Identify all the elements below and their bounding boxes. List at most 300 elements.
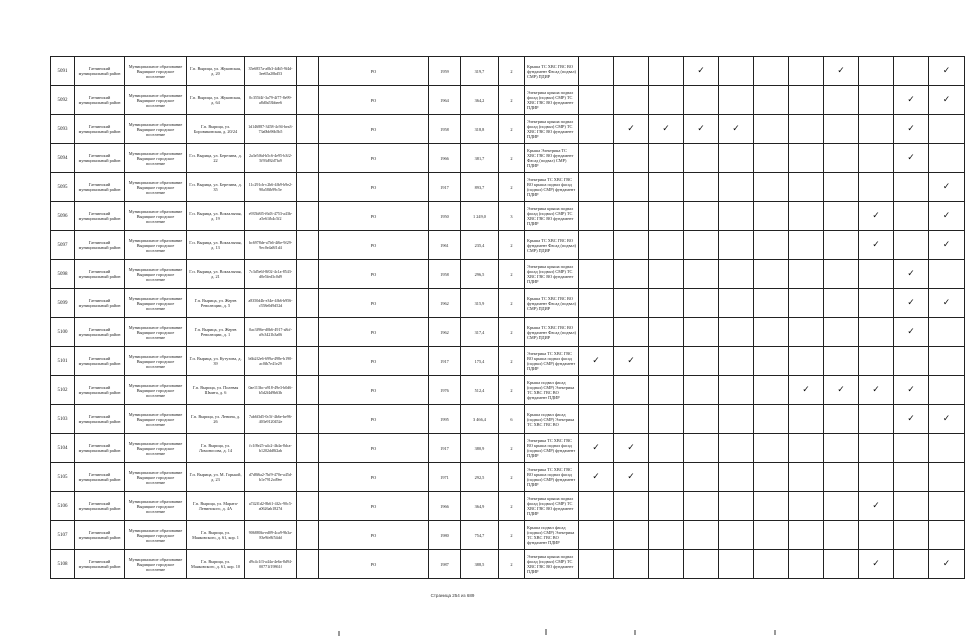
work-type-cell — [824, 550, 859, 579]
works-list-cell: Электрика крыша подвал фасад (подвал) СМР) ТС ХВС ГВС ВО фундамент ПДИР — [525, 550, 579, 579]
record-number-cell: 5105 — [51, 463, 75, 492]
build-year-cell: 1995 — [429, 405, 461, 434]
build-year-cell: 1950 — [429, 202, 461, 231]
work-type-cell — [579, 86, 614, 115]
works-list-cell: Крыша ТС ХВС ГВС ВО фундамент Фасад (подвал) СМР) ПДИР — [525, 318, 579, 347]
address-cell: Г.п. Вырица, ул. Вокзальная, д. 13 — [187, 231, 245, 260]
work-type-cell — [579, 347, 614, 376]
table-row — [51, 492, 965, 521]
work-type-cell — [929, 318, 965, 347]
checkmark-icon: ✓ — [872, 239, 880, 250]
empty-cell — [297, 492, 319, 521]
work-type-cell — [894, 231, 929, 260]
address-cell: Г.п. Вырица, ул. Маяковского, д. 61, кор. 1 — [187, 521, 245, 550]
work-type-cell — [614, 231, 649, 260]
table-row — [51, 318, 965, 347]
address-cell: Г.п. Вырица, ул. Марата-Ленинского, д. 4А — [187, 492, 245, 521]
housing-type-cell: РО — [319, 434, 429, 463]
checkmark-icon: ✓ — [907, 152, 915, 163]
scan-artifact — [338, 631, 340, 636]
fias-guid-cell: a742f1d2-8b61-4f2c-90c5-a0626ab1827d — [245, 492, 297, 521]
floor-count-cell: 6 — [499, 405, 525, 434]
work-type-cell — [614, 521, 649, 550]
work-type-cell — [719, 260, 754, 289]
total-area-cell: 512,4 — [461, 376, 499, 405]
record-number-cell: 5094 — [51, 144, 75, 173]
work-type-cell — [719, 57, 754, 86]
works-list-cell: Электрика ТС ХВС ГВС ВО крыша подвал фасад (подвал) СМР) фундамент ПДИР — [525, 434, 579, 463]
checkmark-icon: ✓ — [592, 471, 600, 482]
record-number-cell: 5093 — [51, 115, 75, 144]
work-type-cell — [859, 521, 894, 550]
record-number-cell: 5097 — [51, 231, 75, 260]
settlement-cell: Муниципальное образование Вырицкое городское поселение — [125, 202, 187, 231]
work-type-cell — [649, 376, 684, 405]
work-type-cell — [684, 376, 719, 405]
work-type-cell — [684, 144, 719, 173]
work-type-cell — [894, 86, 929, 115]
table-row — [51, 231, 965, 260]
fias-guid-cell: 7ab6f3d5-0c5f-4b6e-be96-403e9120452e — [245, 405, 297, 434]
housing-type-cell: РО — [319, 376, 429, 405]
works-list-cell: Электрика крыша подвал фасад (подвал) СМР) ТС ХВС ГВС ВО фундамент ПДИР — [525, 115, 579, 144]
work-type-cell — [579, 115, 614, 144]
floor-count-cell: 2 — [499, 550, 525, 579]
work-type-cell — [614, 57, 649, 86]
checkmark-icon: ✓ — [697, 65, 705, 76]
checkmark-icon: ✓ — [942, 65, 951, 76]
floor-count-cell: 2 — [499, 173, 525, 202]
checkmark-icon: ✓ — [662, 123, 670, 134]
checkmark-icon: ✓ — [802, 384, 810, 395]
total-area-cell: 318,8 — [461, 115, 499, 144]
settlement-cell: Муниципальное образование Вырицкое городское поселение — [125, 492, 187, 521]
work-type-cell — [824, 376, 859, 405]
work-type-cell — [579, 318, 614, 347]
work-type-cell — [684, 115, 719, 144]
works-list-cell: Электрика крыша подвал фасад (подвал) СМР) ТС ХВС ГВС ВО фундамент ПДИР — [525, 492, 579, 521]
municipal-district-cell: Гатчинский муниципальный район — [75, 434, 125, 463]
empty-cell — [297, 550, 319, 579]
checkmark-icon: ✓ — [872, 500, 880, 511]
scan-artifact — [634, 630, 636, 635]
municipal-district-cell: Гатчинский муниципальный район — [75, 521, 125, 550]
fias-guid-cell: d9c4c1f3-a44a-4e6a-8d94-00771f19861f — [245, 550, 297, 579]
register-table — [50, 56, 965, 579]
municipal-district-cell: Гатчинский муниципальный район — [75, 318, 125, 347]
work-type-cell — [929, 115, 965, 144]
record-number-cell: 5107 — [51, 521, 75, 550]
work-type-cell — [789, 202, 824, 231]
address-cell: Г.п. Вырица, ул. Ломоносова, д. 14 — [187, 434, 245, 463]
work-type-cell — [789, 57, 824, 86]
work-type-cell — [754, 260, 789, 289]
work-type-cell — [789, 405, 824, 434]
work-type-cell — [859, 260, 894, 289]
work-type-cell — [859, 318, 894, 347]
total-area-cell: 364,2 — [461, 86, 499, 115]
works-list-cell: Крыша подвал фасад (подвал) СМР) Электрика ТС ХВС ГВС ВО фундамент ПДИР — [525, 376, 579, 405]
floor-count-cell: 2 — [499, 115, 525, 144]
settlement-cell: Муниципальное образование Вырицкое городское поселение — [125, 115, 187, 144]
fias-guid-cell: 0ac3f96e-d0b6-4917-a8cf-a9c3421b3a06 — [245, 318, 297, 347]
work-type-cell — [894, 521, 929, 550]
work-type-cell — [824, 405, 859, 434]
empty-cell — [297, 173, 319, 202]
housing-type-cell: РО — [319, 347, 429, 376]
municipal-district-cell: Гатчинский муниципальный район — [75, 173, 125, 202]
work-type-cell — [929, 86, 965, 115]
work-type-cell — [684, 289, 719, 318]
floor-count-cell: 2 — [499, 492, 525, 521]
work-type-cell — [789, 492, 824, 521]
record-number-cell: 5091 — [51, 57, 75, 86]
work-type-cell — [894, 405, 929, 434]
checkmark-icon: ✓ — [627, 355, 635, 366]
housing-type-cell: РО — [319, 260, 429, 289]
work-type-cell — [649, 347, 684, 376]
housing-type-cell: РО — [319, 289, 429, 318]
work-type-cell — [684, 550, 719, 579]
work-type-cell — [614, 115, 649, 144]
work-type-cell — [579, 173, 614, 202]
record-number-cell: 5104 — [51, 434, 75, 463]
table-row — [51, 86, 965, 115]
table-row — [51, 550, 965, 579]
checkmark-icon: ✓ — [627, 123, 635, 134]
work-type-cell — [754, 521, 789, 550]
total-area-cell: 315,9 — [461, 289, 499, 318]
scan-artifact — [774, 630, 776, 635]
floor-count-cell: 2 — [499, 231, 525, 260]
checkmark-icon: ✓ — [907, 384, 915, 395]
fias-guid-cell: a8350d4b-e34e-4fb6-b956-c558e0d9d52d — [245, 289, 297, 318]
work-type-cell — [649, 144, 684, 173]
work-type-cell — [894, 434, 929, 463]
address-cell: Г.п. Вырица, ул. Боровиковская, д. 20/24 — [187, 115, 245, 144]
housing-type-cell: РО — [319, 115, 429, 144]
record-number-cell: 5108 — [51, 550, 75, 579]
build-year-cell: 1959 — [429, 57, 461, 86]
work-type-cell — [684, 492, 719, 521]
work-type-cell — [649, 492, 684, 521]
municipal-district-cell: Гатчинский муниципальный район — [75, 260, 125, 289]
checkmark-icon: ✓ — [627, 471, 635, 482]
checkmark-icon: ✓ — [942, 558, 951, 569]
settlement-cell: Муниципальное образование Вырицкое городское поселение — [125, 57, 187, 86]
work-type-cell — [824, 86, 859, 115]
fias-guid-cell: bc6978de-a7b6-4f6e-9f29-9ec0e4a8f1d4 — [245, 231, 297, 260]
work-type-cell — [684, 173, 719, 202]
total-area-cell: 235,4 — [461, 231, 499, 260]
settlement-cell: Муниципальное образование Вырицкое городское поселение — [125, 86, 187, 115]
settlement-cell: Муниципальное образование Вырицкое городское поселение — [125, 260, 187, 289]
work-type-cell — [894, 57, 929, 86]
work-type-cell — [824, 115, 859, 144]
works-list-cell: Электрика крыша подвал фасад (подвал) СМР) ТС ХВС ГВС ВО фундамент ПДИР — [525, 86, 579, 115]
work-type-cell — [719, 202, 754, 231]
work-type-cell — [824, 173, 859, 202]
works-list-cell: Крыша подвал фасад (подвал) СМР) Электрика ТС ХВС ГВС ВО фундамент ПДИР — [525, 521, 579, 550]
work-type-cell — [859, 86, 894, 115]
record-number-cell: 5106 — [51, 492, 75, 521]
works-list-cell: Крыша подвал фасад (подвал) СМР) Электрика ТС ХВС ГВС ВО — [525, 405, 579, 434]
checkmark-icon: ✓ — [942, 239, 951, 250]
fias-guid-cell: 11c291cb-c2b6-4fb9-b9e2-90a58fb99c5e — [245, 173, 297, 202]
floor-count-cell: 2 — [499, 289, 525, 318]
housing-type-cell: РО — [319, 521, 429, 550]
checkmark-icon: ✓ — [907, 326, 915, 337]
work-type-cell — [894, 289, 929, 318]
housing-type-cell: РО — [319, 463, 429, 492]
work-type-cell — [789, 376, 824, 405]
settlement-cell: Муниципальное образование Вырицкое городское поселение — [125, 347, 187, 376]
work-type-cell — [824, 57, 859, 86]
fias-guid-cell: 0ae113bc-a918-49e3-b0d6-b5d2f4d9b63b — [245, 376, 297, 405]
build-year-cell: 1966 — [429, 144, 461, 173]
work-type-cell — [754, 115, 789, 144]
work-type-cell — [719, 318, 754, 347]
floor-count-cell: 2 — [499, 318, 525, 347]
work-type-cell — [789, 115, 824, 144]
table-row — [51, 347, 965, 376]
work-type-cell — [579, 144, 614, 173]
work-type-cell — [754, 202, 789, 231]
work-type-cell — [614, 376, 649, 405]
work-type-cell — [754, 57, 789, 86]
empty-cell — [297, 434, 319, 463]
work-type-cell — [684, 57, 719, 86]
checkmark-icon: ✓ — [872, 384, 880, 395]
work-type-cell — [649, 521, 684, 550]
work-type-cell — [929, 289, 965, 318]
fias-guid-cell: 0c355f4f-3a79-4f77-8e99-a8d0a53bbee6 — [245, 86, 297, 115]
empty-cell — [297, 144, 319, 173]
works-list-cell: Крыша ТС ХВС ГВС ВО фундамент Фасад (подвал) СМР) ПДИР — [525, 231, 579, 260]
work-type-cell — [754, 173, 789, 202]
housing-type-cell: РО — [319, 318, 429, 347]
work-type-cell — [579, 463, 614, 492]
work-type-cell — [719, 86, 754, 115]
housing-type-cell: РО — [319, 173, 429, 202]
works-list-cell: Электрика ТС ХВС ГВС ВО крыша подвал фасад (подвал) СМР) фундамент ПДИР — [525, 463, 579, 492]
work-type-cell — [649, 173, 684, 202]
work-type-cell — [929, 376, 965, 405]
work-type-cell — [579, 550, 614, 579]
work-type-cell — [579, 57, 614, 86]
works-list-cell: Крыша ТС ХВС ГВС ВО фундамент Фасад (подвал) СМР) ПДИР — [525, 289, 579, 318]
housing-type-cell: РО — [319, 492, 429, 521]
housing-type-cell: РО — [319, 86, 429, 115]
work-type-cell — [719, 521, 754, 550]
build-year-cell: 1962 — [429, 318, 461, 347]
work-type-cell — [929, 57, 965, 86]
fias-guid-cell: e935b8f5-f6d3-4753-a43b-a5e61fb4c5f2 — [245, 202, 297, 231]
address-cell: Г.п. Вырица, ул. Вокзальная, д. 19 — [187, 202, 245, 231]
build-year-cell: 1961 — [429, 231, 461, 260]
work-type-cell — [649, 57, 684, 86]
work-type-cell — [894, 318, 929, 347]
municipal-district-cell: Гатчинский муниципальный район — [75, 57, 125, 86]
work-type-cell — [929, 434, 965, 463]
empty-cell — [297, 347, 319, 376]
work-type-cell — [789, 86, 824, 115]
page-footer: Страница 254 из 689 — [430, 593, 475, 598]
work-type-cell — [894, 347, 929, 376]
checkmark-icon: ✓ — [732, 123, 740, 134]
checkmark-icon: ✓ — [697, 123, 705, 134]
works-list-cell: Крыша ТС ХВС ГВС ВО фундамент Фасад (подвал) СМР) ПДИР — [525, 57, 579, 86]
work-type-cell — [859, 405, 894, 434]
work-type-cell — [614, 202, 649, 231]
work-type-cell — [824, 289, 859, 318]
table-row — [51, 144, 965, 173]
table-row — [51, 405, 965, 434]
settlement-cell: Муниципальное образование Вырицкое городское поселение — [125, 231, 187, 260]
settlement-cell: Муниципальное образование Вырицкое городское поселение — [125, 521, 187, 550]
empty-cell — [297, 318, 319, 347]
work-type-cell — [719, 173, 754, 202]
work-type-cell — [614, 144, 649, 173]
work-type-cell — [684, 202, 719, 231]
work-type-cell — [824, 260, 859, 289]
work-type-cell — [614, 86, 649, 115]
work-type-cell — [719, 434, 754, 463]
work-type-cell — [614, 405, 649, 434]
floor-count-cell: 2 — [499, 144, 525, 173]
municipal-district-cell: Гатчинский муниципальный район — [75, 405, 125, 434]
empty-cell — [297, 231, 319, 260]
checkmark-icon: ✓ — [627, 442, 635, 453]
work-type-cell — [719, 376, 754, 405]
work-type-cell — [684, 434, 719, 463]
work-type-cell — [719, 231, 754, 260]
address-cell: Г.п. Вырица, ул. Ленина, д. 26 — [187, 405, 245, 434]
work-type-cell — [649, 463, 684, 492]
work-type-cell — [649, 231, 684, 260]
address-cell: Г.п. Вырица, ул. Маяковского, д. 61, кор. 10 — [187, 550, 245, 579]
floor-count-cell: 2 — [499, 260, 525, 289]
work-type-cell — [894, 173, 929, 202]
checkmark-icon: ✓ — [907, 94, 915, 105]
checkmark-icon: ✓ — [592, 442, 600, 453]
work-type-cell — [614, 318, 649, 347]
work-type-cell — [719, 289, 754, 318]
address-cell: Г.п. Вырица, ул. Березина, д. 22 — [187, 144, 245, 173]
municipal-district-cell: Гатчинский муниципальный район — [75, 86, 125, 115]
table-row — [51, 173, 965, 202]
work-type-cell — [579, 231, 614, 260]
checkmark-icon: ✓ — [942, 181, 951, 192]
work-type-cell — [789, 347, 824, 376]
fias-guid-cell: b6b2f2e6-699a-498e-b190-ac0fb7e41e29 — [245, 347, 297, 376]
work-type-cell — [894, 260, 929, 289]
checkmark-icon: ✓ — [907, 297, 915, 308]
municipal-district-cell: Гатчинский муниципальный район — [75, 115, 125, 144]
work-type-cell — [754, 318, 789, 347]
total-area-cell: 292,5 — [461, 463, 499, 492]
work-type-cell — [929, 173, 965, 202]
works-list-cell: Электрика крыша подвал фасад (подвал) СМР) ТС ХВС ГВС ВО фундамент ПДИР — [525, 202, 579, 231]
build-year-cell: 1917 — [429, 434, 461, 463]
checkmark-icon: ✓ — [872, 558, 880, 569]
table-row — [51, 289, 965, 318]
scan-artifact — [545, 629, 547, 635]
work-type-cell — [929, 202, 965, 231]
municipal-district-cell: Гатчинский муниципальный район — [75, 376, 125, 405]
empty-cell — [297, 115, 319, 144]
work-type-cell — [789, 550, 824, 579]
total-area-cell: 3 466,4 — [461, 405, 499, 434]
address-cell: Г.п. Вырица, ул. Вокзальная, д. 21 — [187, 260, 245, 289]
total-area-cell: 175,4 — [461, 347, 499, 376]
table-row — [51, 260, 965, 289]
work-type-cell — [929, 347, 965, 376]
work-type-cell — [614, 550, 649, 579]
work-type-cell — [824, 521, 859, 550]
build-year-cell: 1962 — [429, 289, 461, 318]
work-type-cell — [929, 521, 965, 550]
municipal-district-cell: Гатчинский муниципальный район — [75, 550, 125, 579]
work-type-cell — [859, 173, 894, 202]
work-type-cell — [859, 57, 894, 86]
work-type-cell — [894, 463, 929, 492]
build-year-cell: 1964 — [429, 86, 461, 115]
work-type-cell — [719, 115, 754, 144]
total-area-cell: 296,5 — [461, 260, 499, 289]
floor-count-cell: 2 — [499, 463, 525, 492]
floor-count-cell: 2 — [499, 86, 525, 115]
municipal-district-cell: Гатчинский муниципальный район — [75, 231, 125, 260]
settlement-cell: Муниципальное образование Вырицкое городское поселение — [125, 434, 187, 463]
floor-count-cell: 3 — [499, 202, 525, 231]
floor-count-cell: 2 — [499, 376, 525, 405]
work-type-cell — [684, 318, 719, 347]
total-area-cell: 380,9 — [461, 434, 499, 463]
table-row — [51, 521, 965, 550]
works-list-cell: Электрика ТС ХВС ГВС ВО крыша подвал фасад (подвал) СМР) фундамент ПДИР — [525, 173, 579, 202]
fias-guid-cell: 1d146887-3458-4c94-bea3-73a0bb96b5b5 — [245, 115, 297, 144]
housing-type-cell: РО — [319, 550, 429, 579]
work-type-cell — [929, 405, 965, 434]
work-type-cell — [579, 492, 614, 521]
work-type-cell — [859, 115, 894, 144]
work-type-cell — [649, 260, 684, 289]
housing-type-cell: РО — [319, 202, 429, 231]
work-type-cell — [579, 521, 614, 550]
empty-cell — [297, 289, 319, 318]
work-type-cell — [789, 318, 824, 347]
municipal-district-cell: Гатчинский муниципальный район — [75, 492, 125, 521]
checkmark-icon: ✓ — [907, 268, 915, 279]
empty-cell — [297, 405, 319, 434]
work-type-cell — [579, 260, 614, 289]
checkmark-icon: ✓ — [942, 297, 951, 308]
work-type-cell — [929, 550, 965, 579]
work-type-cell — [684, 231, 719, 260]
work-type-cell — [614, 260, 649, 289]
work-type-cell — [859, 463, 894, 492]
work-type-cell — [754, 86, 789, 115]
address-cell: Г.п. Вырица, ул. Березина, д. 35 — [187, 173, 245, 202]
record-number-cell: 5099 — [51, 289, 75, 318]
record-number-cell: 5101 — [51, 347, 75, 376]
work-type-cell — [929, 492, 965, 521]
work-type-cell — [754, 289, 789, 318]
empty-cell — [297, 521, 319, 550]
work-type-cell — [649, 318, 684, 347]
floor-count-cell: 2 — [499, 521, 525, 550]
